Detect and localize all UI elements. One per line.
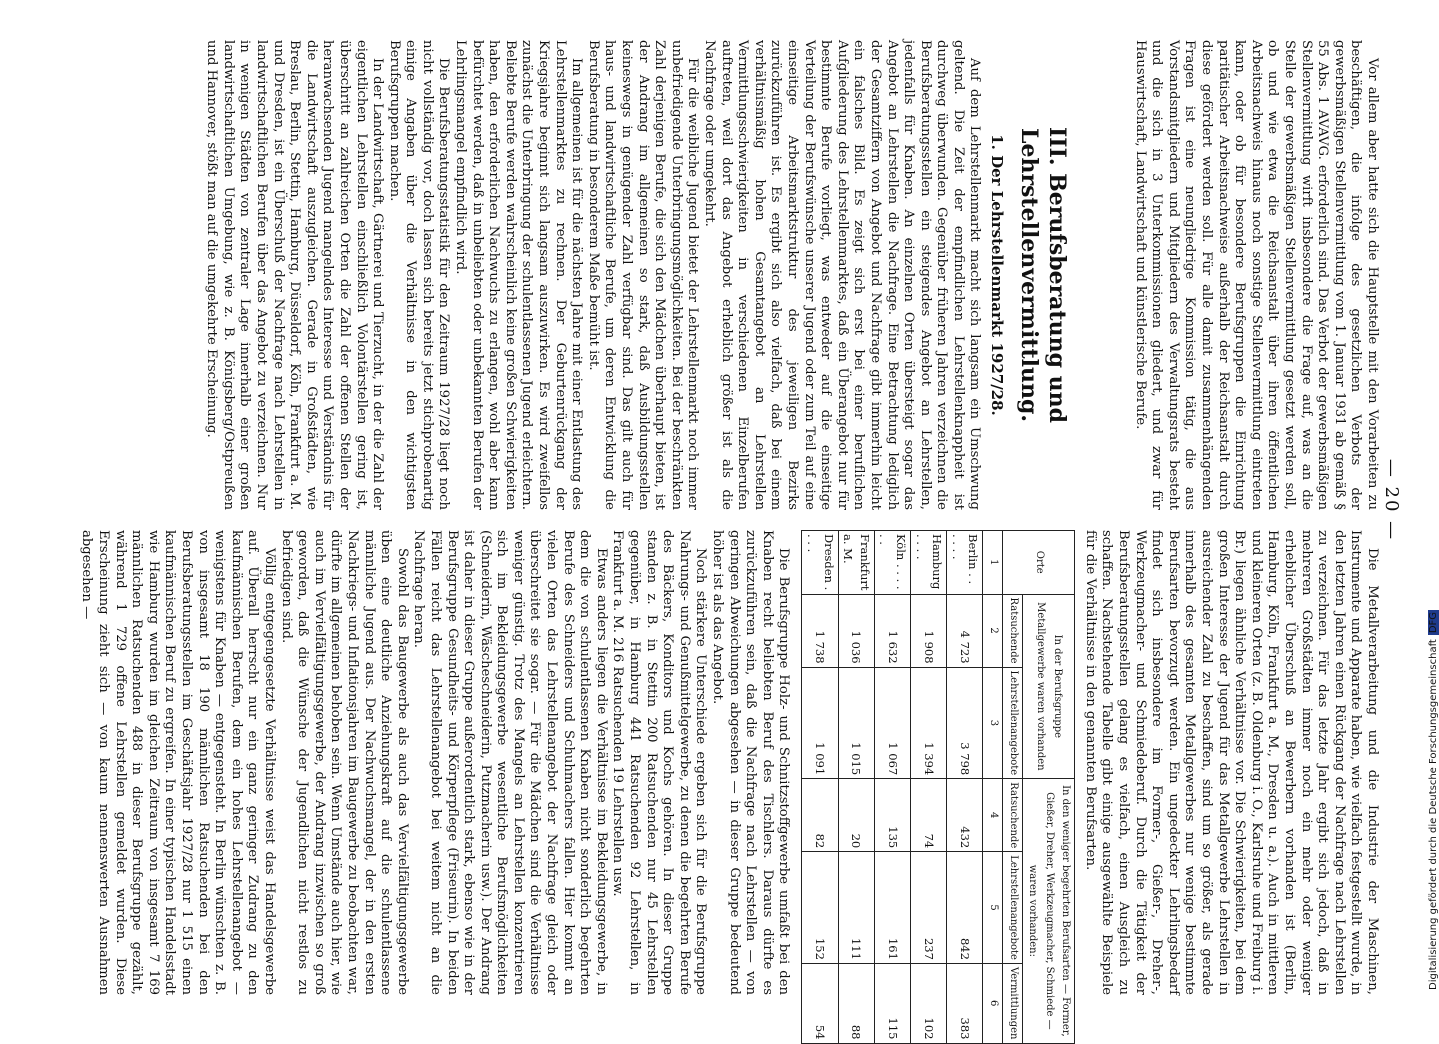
column-number: 1 xyxy=(983,531,1003,595)
dfg-logo: DFG xyxy=(1428,611,1439,634)
column-number: 6 xyxy=(983,963,1003,1043)
table-cell: 135 xyxy=(874,779,910,852)
left-paragraph: Die Berufsberatungsstatistik für den Zeitraum 1927/28 liegt noch nicht vollständig vor, doch lassen sich bereits jetzt stichprobenartig einige Angaben über die Verhältnisse in den wichtigsten Berufsgruppen machen. xyxy=(386,40,452,510)
statistics-table xyxy=(801,530,1075,1044)
column-number: 3 xyxy=(983,667,1003,779)
right-paragraph: Noch stärkere Unterschiede ergeben sich für die Berufsgruppe Nahrungs- und Genußmittelgewerbe, zu denen die begehrten Berufe des Bäckers, Konditors und Kochs gehören. In dieser Gruppe standen z. B. in Stettin 200 Ratsuchenden nur 45 Lehrstellen gegenüber, in Hamburg 441 Ratsuchenden 92 Lehrstellen, in Frankfurt a. M. 216 Ratsuchenden 19 Lehrstellen usw. xyxy=(610,530,709,995)
left-paragraph: Im allgemeinen ist für die nächsten Jahre mit einer Entlastung des Lehrstellenmarktes zu rechnen. Der Geburtenrückgang der Kriegsjahre beginnt sich langsam auszuwirken. Es wird zweifellos zunächst die Unterbringung der schulentlassenen Jugend erleichtern. Beliebte Berufe werden wahrscheinlich keine großen Schwierigkeiten haben, den erforderlichen Nachwuchs zu erlangen, wohl aber kann befürchtet werden, daß in unbeliebten oder unbekannten Berufen der Lehrlingsmangel empfindlich wird. xyxy=(453,40,585,510)
table-cell: 88 xyxy=(838,963,874,1043)
page-number: — 20 — xyxy=(1381,458,1402,542)
table-cell: 1 015 xyxy=(838,667,874,779)
table-group-header: In den weniger begehrten Berufsarten — Former, Gießer, Dreher, Werkzeugmacher, Schmiede — waren vorhanden: xyxy=(1022,779,1075,1043)
right-paragraph: Die Berufsgruppe Holz- und Schnitzstoffgewerbe umfaßt bei den Knaben recht beliebten Beruf des Tischlers. Daraus dürfte es zurückzuführen sein, daß die Nachfrage nach Lehrstellen — von geringen Abweichungen abgesehen — in dieser Gruppe bedeutend höher ist als das Angebot. xyxy=(710,530,792,995)
table-cell: 3 798 xyxy=(947,667,983,779)
table-cell-ort: Hamburg . . . . xyxy=(910,531,946,595)
table-cell: 1 091 xyxy=(802,667,838,779)
table-header-cell: Lehrstellenangebote xyxy=(1002,852,1022,964)
table-cell: 74 xyxy=(910,779,946,852)
right-intro-paragraph: Die Metallverarbeitung und die Industrie der Maschinen, Instrumente und Apparate haben, wie vielfach festgestellt wurde, in den letzten Jahren einen Rückgang der Nachfrage nach Lehrstellen zu verzeichnen. Für das letzte Jahr ergibt sich jedoch, daß in mehreren Großstädten immer noch ein mehr oder weniger erheblicher Überschuß an Bewerbern vorhanden ist (Berlin, Hamburg, Köln, Frankfurt a. M., Dresden u. a.). Auch in mittleren und kleineren Orten (z. B. Oldenburg i. O., Karlsruhe und Freiburg i. Br.) liegen ähnliche Verhältnisse vor. Die Schwierigkeiten, bei dem großen Interesse der Jugend für das Metallgewerbe Lehrstellen in ausreichender Zahl zu beschaffen, sind um so größer, als gerade innerhalb des gesamten Metallgewerbes nur wenige bestimmte Berufsarten bevorzugt werden. Ein ungedeckter Lehrlingsbedarf findet sich insbesondere im Former-, Gießer-, Dreher-, Werkzeugmacher- und Schmiedeberuf. Durch die Tätigkeit der Berufsberatungsstellen gelang es vielfach, einen Ausgleich zu schaffen. Nachstehende Tabelle gibt einige ausgewählte Beispiele für die Verhältnisse in den genannten Berufsarten. xyxy=(1082,530,1380,995)
table-header-orte: Orte xyxy=(1002,531,1074,595)
right-column xyxy=(78,530,1380,1040)
table-cell: 432 xyxy=(947,779,983,852)
table-cell: 1 036 xyxy=(838,594,874,667)
left-column xyxy=(203,40,1380,510)
table-cell: 102 xyxy=(910,963,946,1043)
right-paragraph: Sowohl das Baugewerbe als auch das Vervielfältigungsgewerbe üben eine deutliche Anziehungskraft auf die schulentlassene männliche Jugend aus. Der Nachwuchsmangel, der in den ersten Nachkriegs- und Inflationsjahren im Baugewerbe zu beobachten war, dürfte im allgemeinen behoben sein. Wenn Umstände auch hier, wie auch im Vervielfältigungsgewerbe, der Andrang inzwischen so groß geworden, daß die Wünsche der Jugendlichen nicht restlos zu befriedigen sind. xyxy=(278,530,410,995)
table-cell: 161 xyxy=(874,852,910,964)
table-cell: 4 723 xyxy=(947,594,983,667)
table-cell: 20 xyxy=(838,779,874,852)
section-heading: III. Berufsberatung und Lehrstellenvermittlung. xyxy=(1016,126,1071,423)
table-group-header: In der Berufsgruppe Metallgewerbe waren vorhanden xyxy=(1022,594,1075,779)
table-cell: 1 908 xyxy=(910,594,946,667)
table-cell-ort: Dresden . . . . xyxy=(802,531,838,595)
footer-text: Digitalisierung gefördert durch die Deutsche Forschungsgemeinschaft xyxy=(1428,639,1439,990)
table-cell-ort: Frankfurt a. M. xyxy=(838,531,874,595)
right-paragraph: Völlig entgegengesetzte Verhältnisse weist das Handelsgewerbe auf. Überall herrscht nur ein ganz geringer Zudrang zu den kaufmännischen Berufen, dem ein hohes Lehrstellenangebot — wenigstens für Knaben — entgegensteht. In Berlin wünschten z. B. von insgesamt 18 190 männlichen Ratsuchenden bei den Berufsberatungsstellen im Geschäftsjahr 1927/28 nur 1 515 einen kaufmännischen Beruf zu ergreifen. In einer typischen Handelsstadt wie Hamburg wurden im gleichen Zeitraum von insgesamt 7 169 männlichen Ratsuchenden 488 in dieser Berufsgruppe gezählt, während 1 729 offene Lehrstellen gemeldet wurden. Diese Erscheinung zieht sich — von kaum nennenswerten Ausnahmen abgesehen — xyxy=(79,530,277,995)
table-cell: 111 xyxy=(838,852,874,964)
column-number: 2 xyxy=(983,594,1003,667)
table-cell: 1 738 xyxy=(802,594,838,667)
digitization-footer xyxy=(1414,0,1439,1000)
table-cell: 842 xyxy=(947,852,983,964)
table-cell: 237 xyxy=(910,852,946,964)
table-cell-ort: Köln . . . . . . xyxy=(874,531,910,595)
table-row xyxy=(947,531,983,1044)
table-row xyxy=(838,531,874,1044)
table-header-cell: Ratsuchende xyxy=(1002,779,1022,852)
right-paragraph: Etwas anders liegen die Verhältnisse im Bekleidungsgewerbe, in dem die von schulentlassenen Knaben nicht sonderlich begehrten Berufe des Schneiders und Schuhmachers fallen. Hier kommt an vielen Orten das Lehrstellenangebot der Nachfrage gleich oder überschreitet sie sogar. — Für die Mädchen sind die Verhältnisse weniger günstig. Trotz des Mangels an Lehrstellen konzentrieren sich im Bekleidungsgewerbe wesentliche Berufsmöglichkeiten (Schneiderin, Wäscheschneiderin, Putzmacherin usw.). Der Andrang ist daher in dieser Gruppe außerordentlich stark, ebenso wie in der Berufsgruppe Gesundheits- und Körperpflege (Friseurin). In beiden Fällen reicht das Lehrstellenangebot bei weitem nicht an die Nachfrage heran. xyxy=(411,530,609,995)
table-cell-ort: Berlin . . . . . . xyxy=(947,531,983,595)
table-row xyxy=(802,531,838,1044)
table-cell: 1 632 xyxy=(874,594,910,667)
table-cell: 152 xyxy=(802,852,838,964)
table-row xyxy=(874,531,910,1044)
table-cell: 383 xyxy=(947,963,983,1043)
left-paragraph: Für die weibliche Jugend bietet der Lehrstellenmarkt noch immer unbefriedigende Unterbringungsmöglichkeiten. Bei der beschränkten Zahl derjenigen Berufe, die sich den Mädchen überhaupt bieten, ist der Andrang im allgemeinen so stark, daß Ausbildungsstellen keineswegs in genügender Zahl verfügbar sind. Das gilt auch für haus- und landwirtschaftliche Berufe, um deren Entwicklung die Berufsberatung in besonderem Maße bemüht ist. xyxy=(585,40,701,510)
table-header-cell: Vermittlungen xyxy=(1002,963,1022,1043)
column-number: 5 xyxy=(983,852,1003,964)
table-header-cell: Lehrstellenangebote xyxy=(1002,667,1022,779)
column-number: 4 xyxy=(983,779,1003,852)
table-cell: 1 067 xyxy=(874,667,910,779)
table-cell: 82 xyxy=(802,779,838,852)
left-paragraph: In der Landwirtschaft, Gärtnerei und Tierzucht, in der die Zahl der eigentlichen Lehrstellen einschließlich Volontärstellen gering ist, überschritt an zahlreichen Orten die Zahl der offenen Stellen der heranwachsenden Jugend mangelndes Interesse und Verständnis für die Landwirtschaft auszugleichen. Gerade in Großstädten, wie Breslau, Berlin, Stettin, Hamburg, Düsseldorf, Köln, Frankfurt a. M. und Dresden, ist ein Überschuß der Nachfrage nach Lehrstellen in landwirtschaftlichen Berufen über das Angebot zu verzeichnen. Nur in wenigen Städten von zentraler Lage innerhalb einer großen landwirtschaftlichen Umgebung, wie z. B. Königsberg/Ostpreußen und Hannover, stößt man auf die umgekehrte Erscheinung. xyxy=(204,40,386,510)
table-cell: 54 xyxy=(802,963,838,1043)
table-row xyxy=(910,531,946,1044)
table-cell: 115 xyxy=(874,963,910,1043)
table-header-cell: Ratsuchende xyxy=(1002,594,1022,667)
table-cell: 1 394 xyxy=(910,667,946,779)
left-intro-paragraph: Vor allem aber hatte sich die Hauptstelle mit den Vorarbeiten zu beschäftigen, die infolge des gesetzlichen Verbots der gewerbsmäßigen Stellenvermittlung vom 1. Januar 1931 ab gemäß § 55 Abs. 1 AVAVG. erforderlich sind. Das Verbot der gewerbsmäßigen Stellenvermittlung wirft insbesondere die Frage auf, was an die Stelle der gewerbsmäßigen Stellenvermittlung gesetzt werden soll, ob und wie etwa die Reichsanstalt über ihren öffentlichen Arbeitsnachweis hinaus noch sonstige Stellenvermittlung eintreten kann, oder ob für besondere Berufsgruppen die Einrichtung paritätischer Arbeitsnachweise außerhalb der Reichsanstalt durch diese gefördert werden soll. Für alle damit zusammenhängenden Fragen ist eine neungliedrige Kommission tätig, die aus Vorstandsmitgliedern und Mitgliedern des Verwaltungsrats besteht und die sich in 3 Unterkommissionen gliedert, und zwar für Hauswirtschaft, Landwirtschaft und künstlerische Berufe. xyxy=(1132,40,1380,510)
footer-text-wrap xyxy=(1428,610,1439,990)
left-paragraph: Auf dem Lehrstellenmarkt macht sich langsam ein Umschwung geltend. Die Zeit der empfindlichen Lehrstellenknappheit ist durchweg überwunden. Gegenüber früheren Jahren verzeichnen die Berufsberatungsstellen ein steigendes Angebot an Lehrstellen, jedenfalls für Knaben. An einzelnen Orten übersteigt sogar das Angebot an Lehrstellen die Nachfrage. Eine Betrachtung lediglich der Gesamtziffern von Angebot und Nachfrage gibt immerhin leicht ein falsches Bild. Es zeigt sich erst bei einer beruflichen Aufgliederung des Lehrstellenmarktes, daß ein Überangebot nur für bestimmte Berufe vorliegt, was entweder auf die einseitige Verteilung der Berufswünsche unserer Jugend oder zum Teil auf eine einseitige Arbeitsmarktstruktur des jeweiligen Bezirks zurückzuführen ist. Es ergibt sich also vielfach, daß bei einem verhältnismäßig hohen Gesamtangebot an Lehrstellen Vermittlungsschwierigkeiten in verschiedenen Einzelberufen auftreten, weil dort das Angebot erheblich größer ist als die Nachfrage oder umgekehrt. xyxy=(702,40,983,510)
section-subheading: 1. Der Lehrstellenmarkt 1927/28. xyxy=(988,134,1007,416)
